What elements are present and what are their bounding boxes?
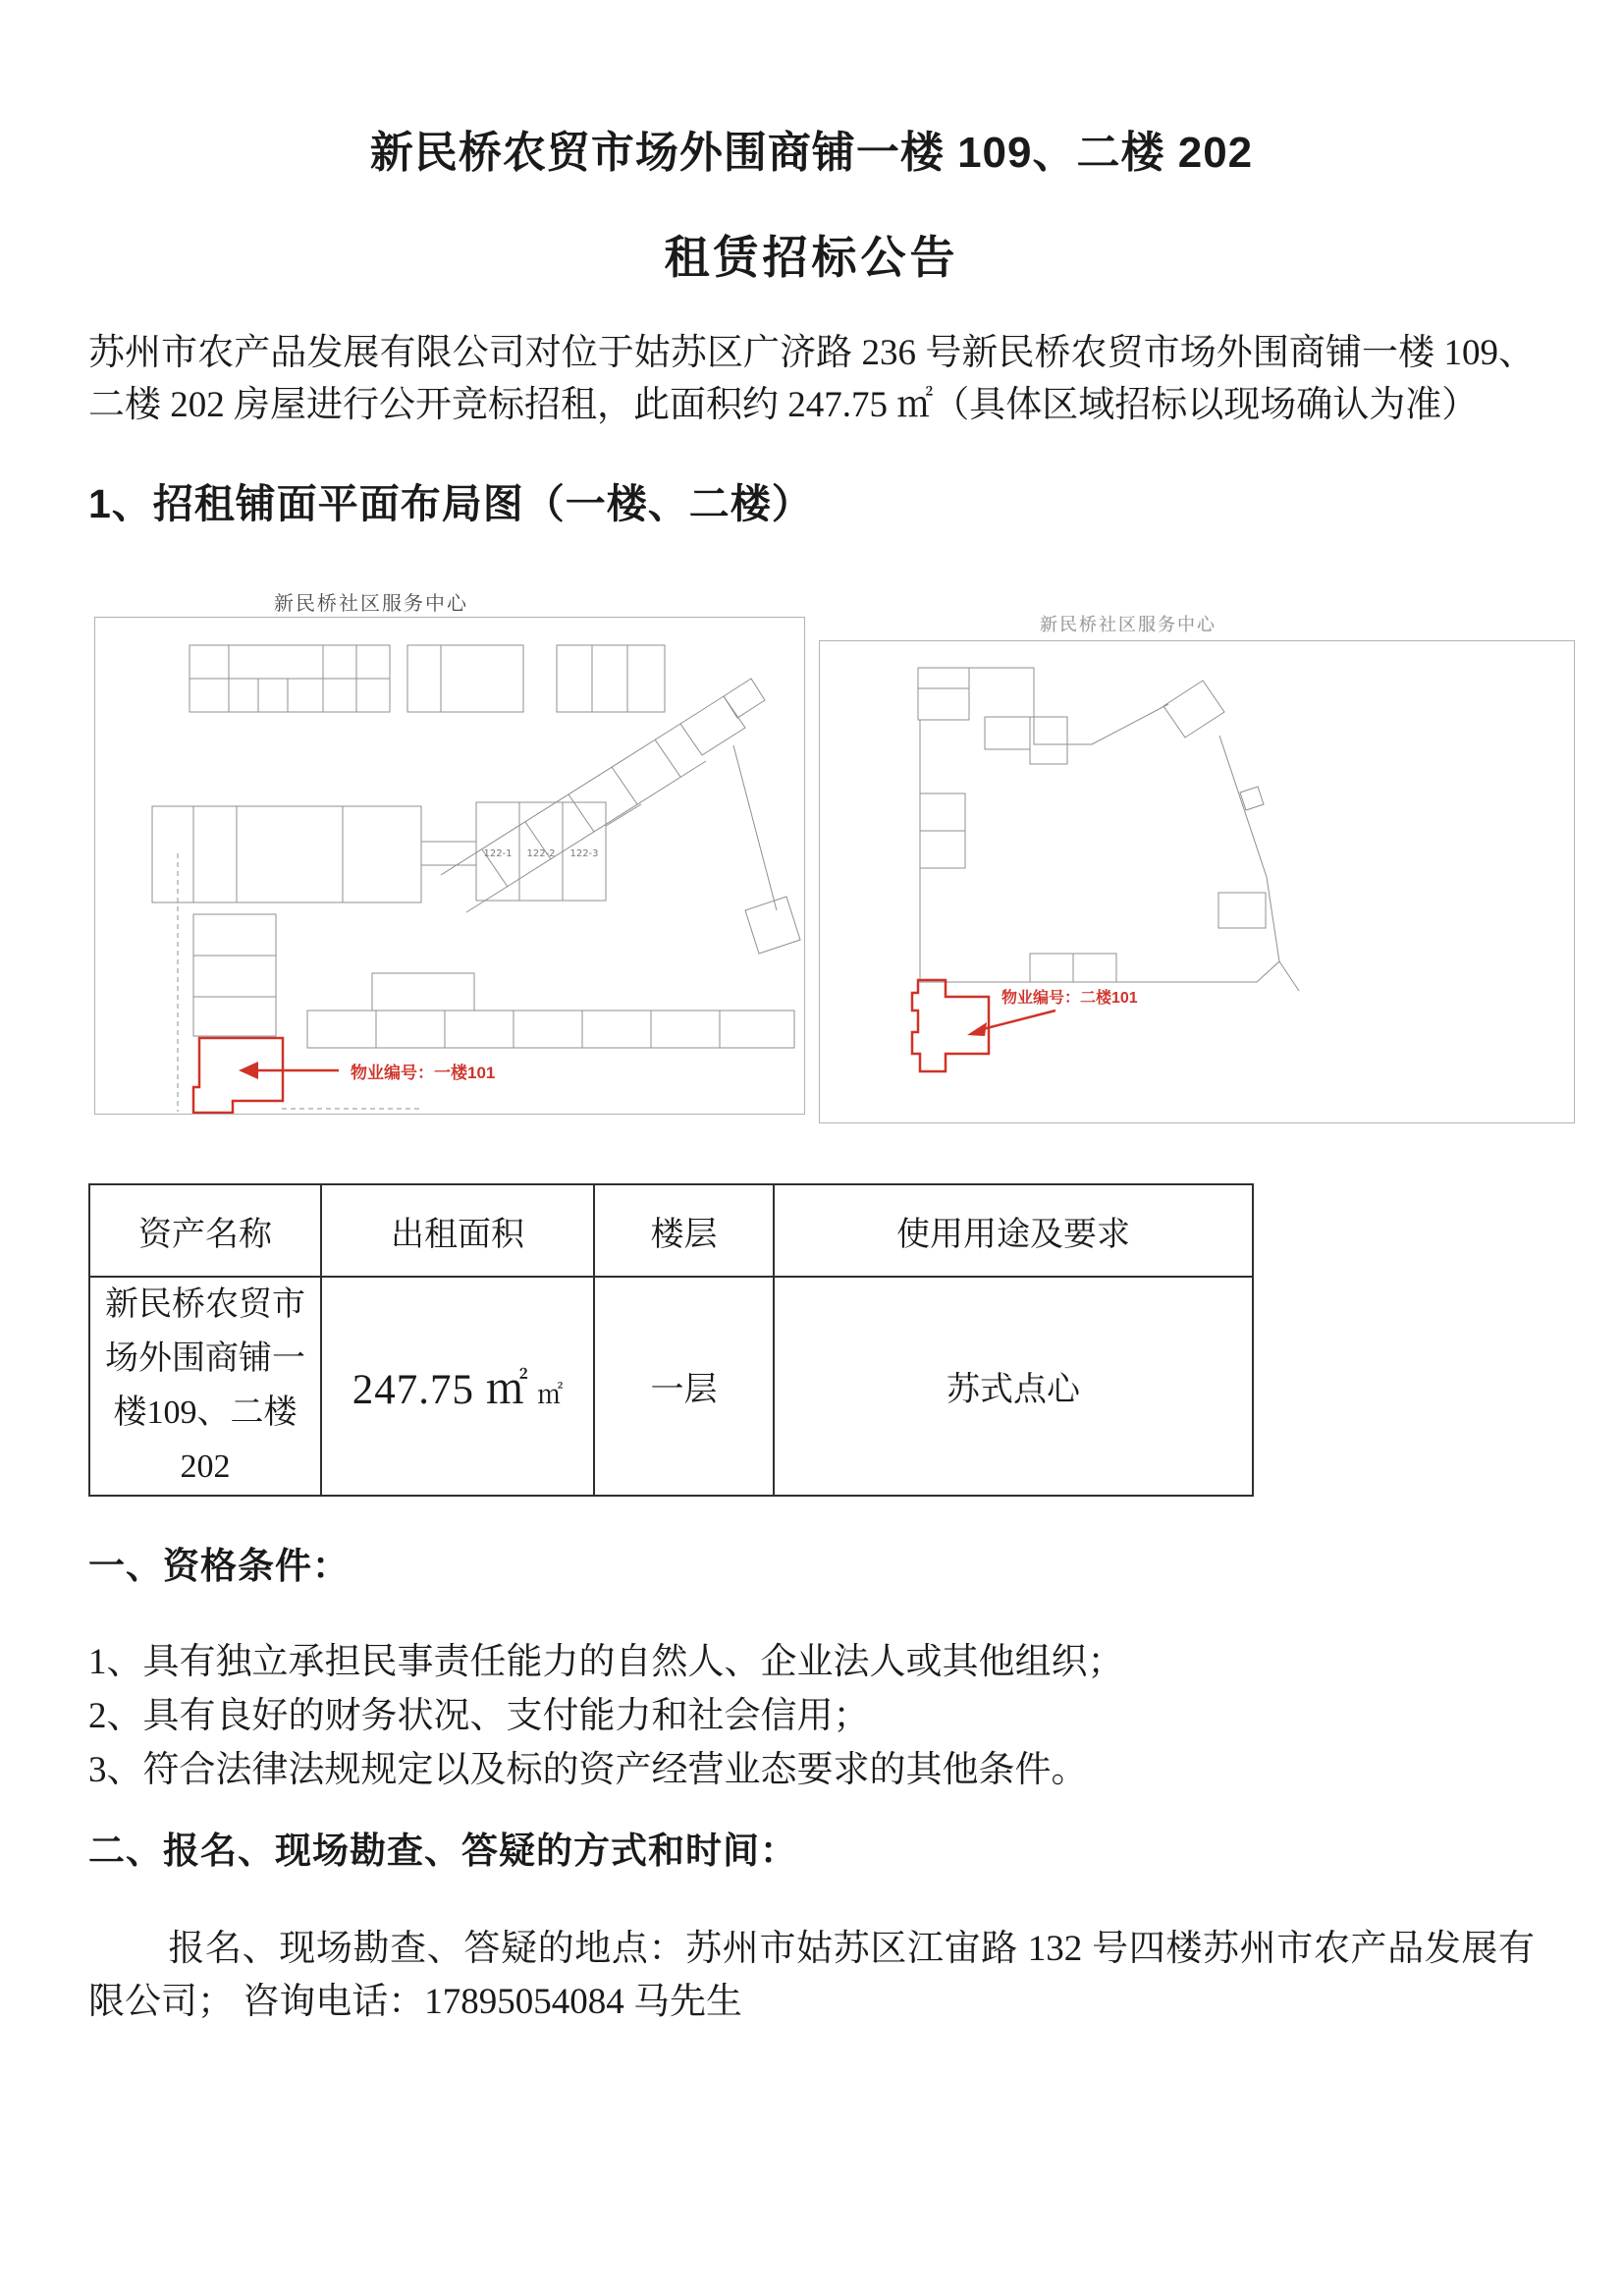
plan-walls bbox=[152, 645, 800, 1112]
table-header-row bbox=[89, 1184, 1253, 1277]
room-label: 122-2 bbox=[526, 848, 556, 860]
qualification-item: 2、具有良好的财务状况、支付能力和社会信用； bbox=[88, 1696, 870, 1737]
room-label: 122-1 bbox=[483, 848, 513, 860]
asset-table bbox=[88, 1183, 1254, 1496]
cell-area bbox=[321, 1277, 594, 1495]
area-value: 247.75 ㎡ bbox=[352, 1366, 529, 1413]
doc-subtitle: 租赁招标公告 bbox=[664, 231, 959, 283]
floor-plan-level2-svg bbox=[820, 641, 1574, 1122]
plan-room-numbers bbox=[483, 848, 598, 859]
plan-walls bbox=[918, 668, 1299, 991]
plan-second-floor bbox=[819, 611, 1575, 1123]
intro-paragraph: 苏州市农产品发展有限公司对位于姑苏区广济路 236 号新民桥农贸市场外围商铺一楼 109、二楼 202 房屋进行公开竞标招租，此面积约 247.75 ㎡（具体区域招标以现场确认为准） bbox=[88, 332, 1535, 425]
floor-plans bbox=[88, 587, 1535, 1122]
plan-frame bbox=[94, 617, 805, 1115]
area-unit: ㎡ bbox=[537, 1380, 564, 1409]
property-annotation-label: 物业编号：一楼101 bbox=[351, 1064, 496, 1083]
red-arrow-icon bbox=[239, 1062, 258, 1079]
cell-asset-name: 新民桥农贸市场外围商铺一楼109、二楼 202 bbox=[89, 1277, 321, 1495]
table-row bbox=[89, 1277, 1253, 1495]
qualification-item: 3、符合法律法规规定以及标的资产经营业态要求的其他条件。 bbox=[88, 1750, 1088, 1791]
highlighted-unit-annotation bbox=[912, 980, 1138, 1071]
col-header-usage: 使用用途及要求 bbox=[774, 1184, 1253, 1277]
registration-paragraph: 报名、现场勘查、答疑的地点：苏州市姑苏区江宙路 132 号四楼苏州市农产品发展有限公司； 咨询电话：17895054084 马先生 bbox=[88, 1928, 1535, 2023]
plan-frame bbox=[819, 640, 1575, 1123]
registration-heading: 二、报名、现场勘查、答疑的方式和时间： bbox=[88, 1831, 797, 1872]
floor-plan-level1-svg bbox=[95, 618, 804, 1114]
col-header-floor: 楼层 bbox=[594, 1184, 774, 1277]
cell-usage: 苏式点心 bbox=[774, 1277, 1253, 1495]
qualifications-heading: 一、资格条件： bbox=[88, 1545, 350, 1586]
col-header-area: 出租面积 bbox=[321, 1184, 594, 1277]
plan-title: 新民桥社区服务中心 bbox=[274, 593, 468, 616]
plan-first-floor bbox=[94, 587, 805, 1115]
highlighted-unit-outline bbox=[912, 980, 989, 1071]
red-arrow-icon bbox=[967, 1022, 987, 1036]
col-header-asset-name: 资产名称 bbox=[89, 1184, 321, 1277]
highlighted-unit-outline bbox=[193, 1038, 283, 1113]
highlighted-unit-annotation bbox=[193, 1038, 495, 1113]
doc-title: 新民桥农贸市场外围商铺一楼 109、二楼 202 bbox=[369, 129, 1254, 177]
section-1-heading: 1、招租铺面平面布局图（一楼、二楼） bbox=[88, 481, 813, 527]
cell-floor: 一层 bbox=[594, 1277, 774, 1495]
room-label: 122-3 bbox=[569, 848, 599, 860]
plan-title: 新民桥社区服务中心 bbox=[1040, 615, 1217, 635]
qualification-items bbox=[88, 1637, 1535, 1795]
property-annotation-label: 物业编号：二楼101 bbox=[1001, 990, 1138, 1008]
qualification-item: 1、具有独立承担民事责任能力的自然人、企业法人或其他组织； bbox=[88, 1642, 1124, 1682]
